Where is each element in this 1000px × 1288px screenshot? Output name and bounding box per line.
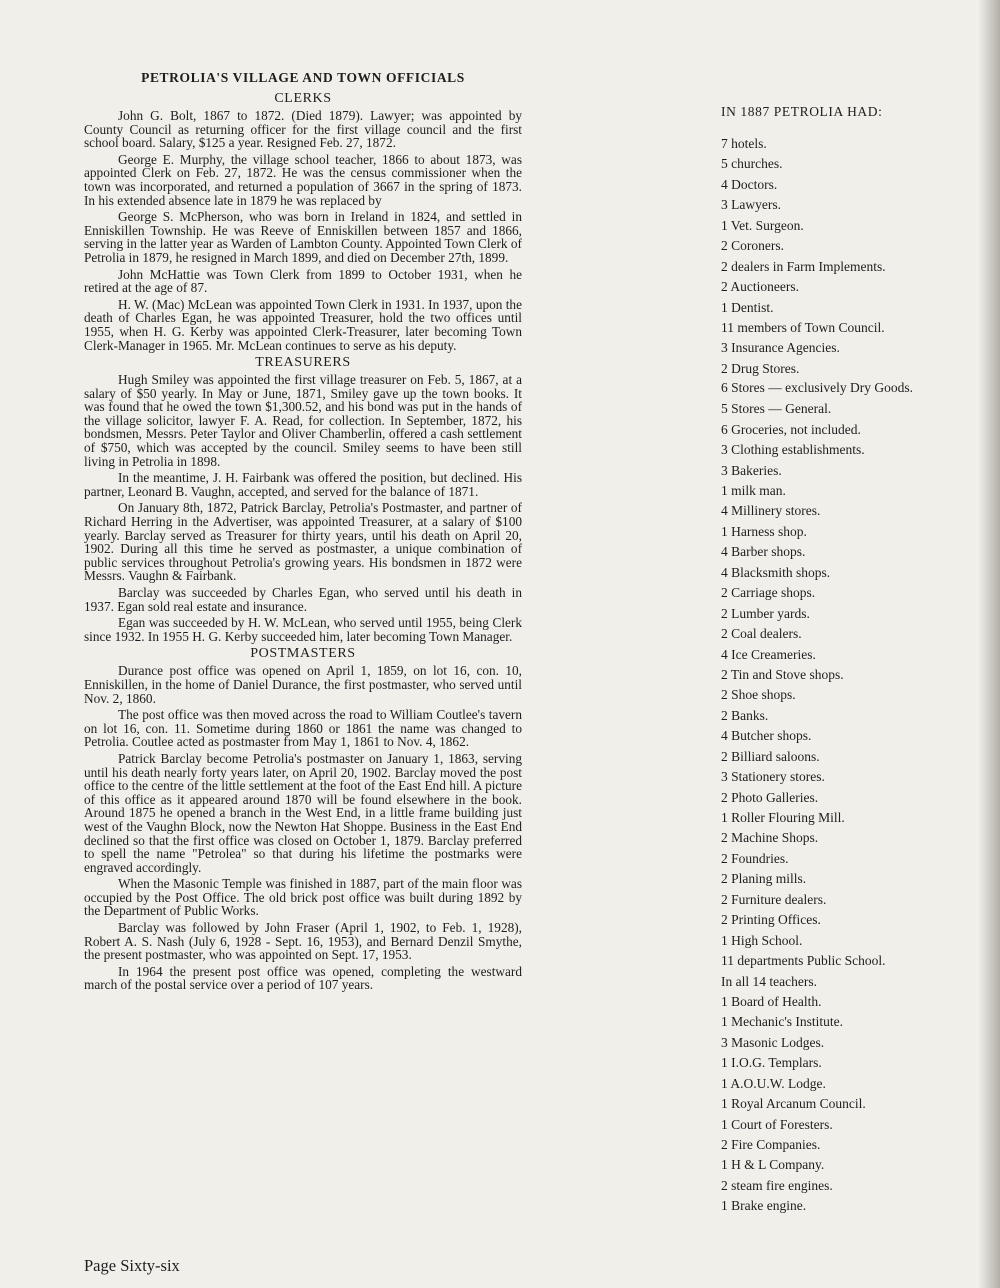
paragraph: John G. Bolt, 1867 to 1872. (Died 1879). Lawyer; was appointed by County Council as returning officer for the first village council and the first school board. Salary, $125 a year. Resigned Feb. 27, 1872. xyxy=(84,108,522,151)
sidebar-list xyxy=(721,134,943,1217)
list-item: 4 Ice Creameries. xyxy=(721,646,816,662)
list-item: 1 A.O.U.W. Lodge. xyxy=(721,1075,826,1091)
paragraph: H. W. (Mac) McLean was appointed Town Clerk in 1931. In 1937, upon the death of Charles Egan, he was appointed Treasurer, hold the two offices until 1955, when H. G. Kerby was appointed Clerk-Treasurer, later becoming Town Clerk-Manager in 1965. Mr. McLean continues to serve as his deputy. xyxy=(84,296,522,353)
list-item: 11 members of Town Council. xyxy=(721,319,885,335)
postmasters-section xyxy=(84,646,522,992)
list-item: 1 Court of Foresters. xyxy=(721,1116,833,1132)
clerks-section xyxy=(84,91,522,352)
paragraph: John McHattie was Town Clerk from 1899 to October 1931, when he retired at the age of 87. xyxy=(84,266,522,296)
list-item: 1 I.O.G. Templars. xyxy=(721,1055,822,1071)
treasurers-heading: TREASURERS xyxy=(255,355,351,371)
list-item: 2 Coroners. xyxy=(721,238,784,254)
paragraph: Durance post office was opened on April 1, 1859, on lot 16, con. 10, Enniskillen, in the home of Daniel Durance, the first postmaster, who served until Nov. 2, 1860. xyxy=(84,663,522,706)
list-item: 7 hotels. xyxy=(721,136,767,151)
list-item: 3 Stationery stores. xyxy=(721,769,825,785)
clerks-heading: CLERKS xyxy=(274,91,332,106)
list-item: 3 Clothing establishments. xyxy=(721,442,865,458)
list-item: 1 Royal Arcanum Council. xyxy=(721,1096,866,1112)
list-item: 2 Coal dealers. xyxy=(721,626,802,642)
list-item: 5 Stores — General. xyxy=(721,401,832,417)
list-item: 2 Fire Companies. xyxy=(721,1137,821,1152)
list-item: 2 Billiard saloons. xyxy=(721,748,820,764)
list-item: 1 Roller Flouring Mill. xyxy=(721,810,845,825)
list-item: 1 milk man. xyxy=(721,483,786,498)
list-item: 2 Furniture dealers. xyxy=(721,891,827,907)
list-item: 2 Banks. xyxy=(721,707,769,723)
list-item: 2 Auctioneers. xyxy=(721,279,799,295)
list-item: 2 Printing Offices. xyxy=(721,912,821,928)
list-item: 3 Lawyers. xyxy=(721,197,781,213)
list-item: 4 Barber shops. xyxy=(721,544,806,560)
paragraph: In the meantime, J. H. Fairbank was offered the position, but declined. His partner, Leonard B. Vaughn, accepted, and served for the balance of 1871. xyxy=(84,470,522,499)
list-item: 1 Mechanic's Institute. xyxy=(721,1014,844,1030)
statistics-sidebar xyxy=(721,104,943,1217)
paragraph: When the Masonic Temple was finished in 1887, part of the main floor was occupied by the Post Office. The old brick post office was built during 1892 by the Department of Public Works. xyxy=(84,876,522,919)
paragraph: Barclay was followed by John Fraser (April 1, 1902, to Feb. 1, 1928), Robert A. S. Nash (July 6, 1928 - Sept. 16, 1953), and Bernard Denzil Smythe, the present postmaster, who was appointed on Sept. 17, 1953. xyxy=(84,920,522,963)
list-item: 1 H & L Company. xyxy=(721,1157,825,1173)
paragraph: Hugh Smiley was appointed the first village treasurer on Feb. 5, 1867, at a salary of $50 yearly. In May or June, 1871, Smiley gave up the town books. It was found that he owed the town $1,300.52, and his bond was put in the hands of the village solicitor, lawyer F. A. Read, for collection. In September, 1872, his bondsmen, Messrs. Peter Taylor and Oliver Chamberlin, offered a cash settlement of $750, which was accepted by the council. Smiley seems to have been still living in Petrolia in 1898. xyxy=(84,372,522,469)
paragraph: George E. Murphy, the village school teacher, 1866 to about 1873, was appointed Clerk on Feb. 27, 1872. He was the census commissioner when the town was incorporated, and returned a population of 3667 in the spring of 1873. In his extended absence late in 1879 he was replaced by xyxy=(84,151,522,208)
paragraph: George S. McPherson, who was born in Ireland in 1824, and settled in Enniskillen Township. He was Reeve of Enniskillen between 1857 and 1866, serving in the latter year as Warden of Lambton County. Appointed Town Clerk of Petrolia in 1879, he resigned in March 1899, and died on December 27th, 1899. xyxy=(84,209,522,265)
list-item: 2 Carriage shops. xyxy=(721,585,816,601)
officials-column xyxy=(84,70,522,995)
list-item: 6 Stores — exclusively Dry Goods. xyxy=(721,380,913,396)
page-title: PETROLIA'S VILLAGE AND TOWN OFFICIALS xyxy=(141,70,465,85)
treasurers-section xyxy=(84,355,522,643)
list-item: 2 Photo Galleries. xyxy=(721,789,819,805)
paragraph: Barclay was succeeded by Charles Egan, who served until his death in 1937. Egan sold real estate and insurance. xyxy=(84,585,522,614)
list-item: 2 Planing mills. xyxy=(721,871,807,887)
list-item: 1 Brake engine. xyxy=(721,1198,807,1214)
list-item: 3 Bakeries. xyxy=(721,462,782,478)
list-item: 2 dealers in Farm Implements. xyxy=(721,258,886,274)
list-item: 11 departments Public School. xyxy=(721,953,886,969)
list-item: 4 Butcher shops. xyxy=(721,728,812,744)
list-item: 2 Foundries. xyxy=(721,850,789,866)
paragraph: Egan was succeeded by H. W. McLean, who served until 1955, being Clerk since 1932. In 1955 H. G. Kerby succeeded him, later becoming Town Manager. xyxy=(84,615,522,644)
list-item: 1 Board of Health. xyxy=(721,993,822,1009)
list-item: 2 steam fire engines. xyxy=(721,1177,833,1193)
list-item: 2 Machine Shops. xyxy=(721,830,819,846)
page-edge-shadow xyxy=(978,0,1000,1288)
paragraph: Patrick Barclay become Petrolia's postmaster on January 1, 1863, serving until his death nearly forty years later, on April 20, 1902. Barclay moved the post office to the centre of the little settlement at the foot of the East End hill. A picture of this office as it appeared around 1870 will be found elsewhere in the book. Around 1875 he opened a branch in the West End, in a little frame building just west of the Vaughn Block, now the Newton Hat Shoppe. Business in the East End declined so that the first office was closed on October 1, 1879. Barclay preferred to spell the name "Petrolea" so that during his lifetime the postmarks were engraved accordingly. xyxy=(84,750,522,875)
list-item: 3 Masonic Lodges. xyxy=(721,1034,825,1050)
list-item: 2 Tin and Stove shops. xyxy=(721,666,844,682)
paragraph: The post office was then moved across the road to William Coutlee's tavern on lot 16, con. 11. Sometime during 1860 or 1861 the name was changed to Petrolia. Coutlee acted as postmaster from May 1, 1861 to Nov. 4, 1862. xyxy=(84,707,522,750)
paragraph: In 1964 the present post office was opened, completing the westward march of the postal service over a period of 107 years. xyxy=(84,963,522,993)
list-item: 1 Dentist. xyxy=(721,299,774,315)
list-item: 2 Drug Stores. xyxy=(721,360,800,376)
list-item: 4 Millinery stores. xyxy=(721,503,821,519)
list-item: In all 14 teachers. xyxy=(721,973,817,989)
list-item: 4 Doctors. xyxy=(721,176,778,192)
paragraph: On January 8th, 1872, Patrick Barclay, Petrolia's Postmaster, and partner of Richard Herring in the Advertiser, was appointed Treasurer, at a salary of $100 yearly. Barclay served as Treasurer for thirty years, until his death on April 20, 1902. During all this time he served as postmaster, a unique combination of public services throughout Petrolia's growing years. His bondsmen in 1872 were Messrs. Vaughn & Fairbank. xyxy=(84,500,522,584)
list-item: 1 Vet. Surgeon. xyxy=(721,217,804,233)
list-item: 1 High School. xyxy=(721,932,803,948)
list-item: 4 Blacksmith shops. xyxy=(721,564,831,580)
list-item: 1 Harness shop. xyxy=(721,523,807,539)
page-number: Page Sixty-six xyxy=(84,1256,180,1275)
list-item: 2 Shoe shops. xyxy=(721,687,796,703)
list-item: 3 Insurance Agencies. xyxy=(721,340,840,356)
postmasters-heading: POSTMASTERS xyxy=(250,646,356,662)
list-item: 2 Lumber yards. xyxy=(721,605,810,621)
sidebar-heading: IN 1887 PETROLIA HAD: xyxy=(721,104,883,119)
list-item: 5 churches. xyxy=(721,156,783,172)
list-item: 6 Groceries, not included. xyxy=(721,421,861,437)
